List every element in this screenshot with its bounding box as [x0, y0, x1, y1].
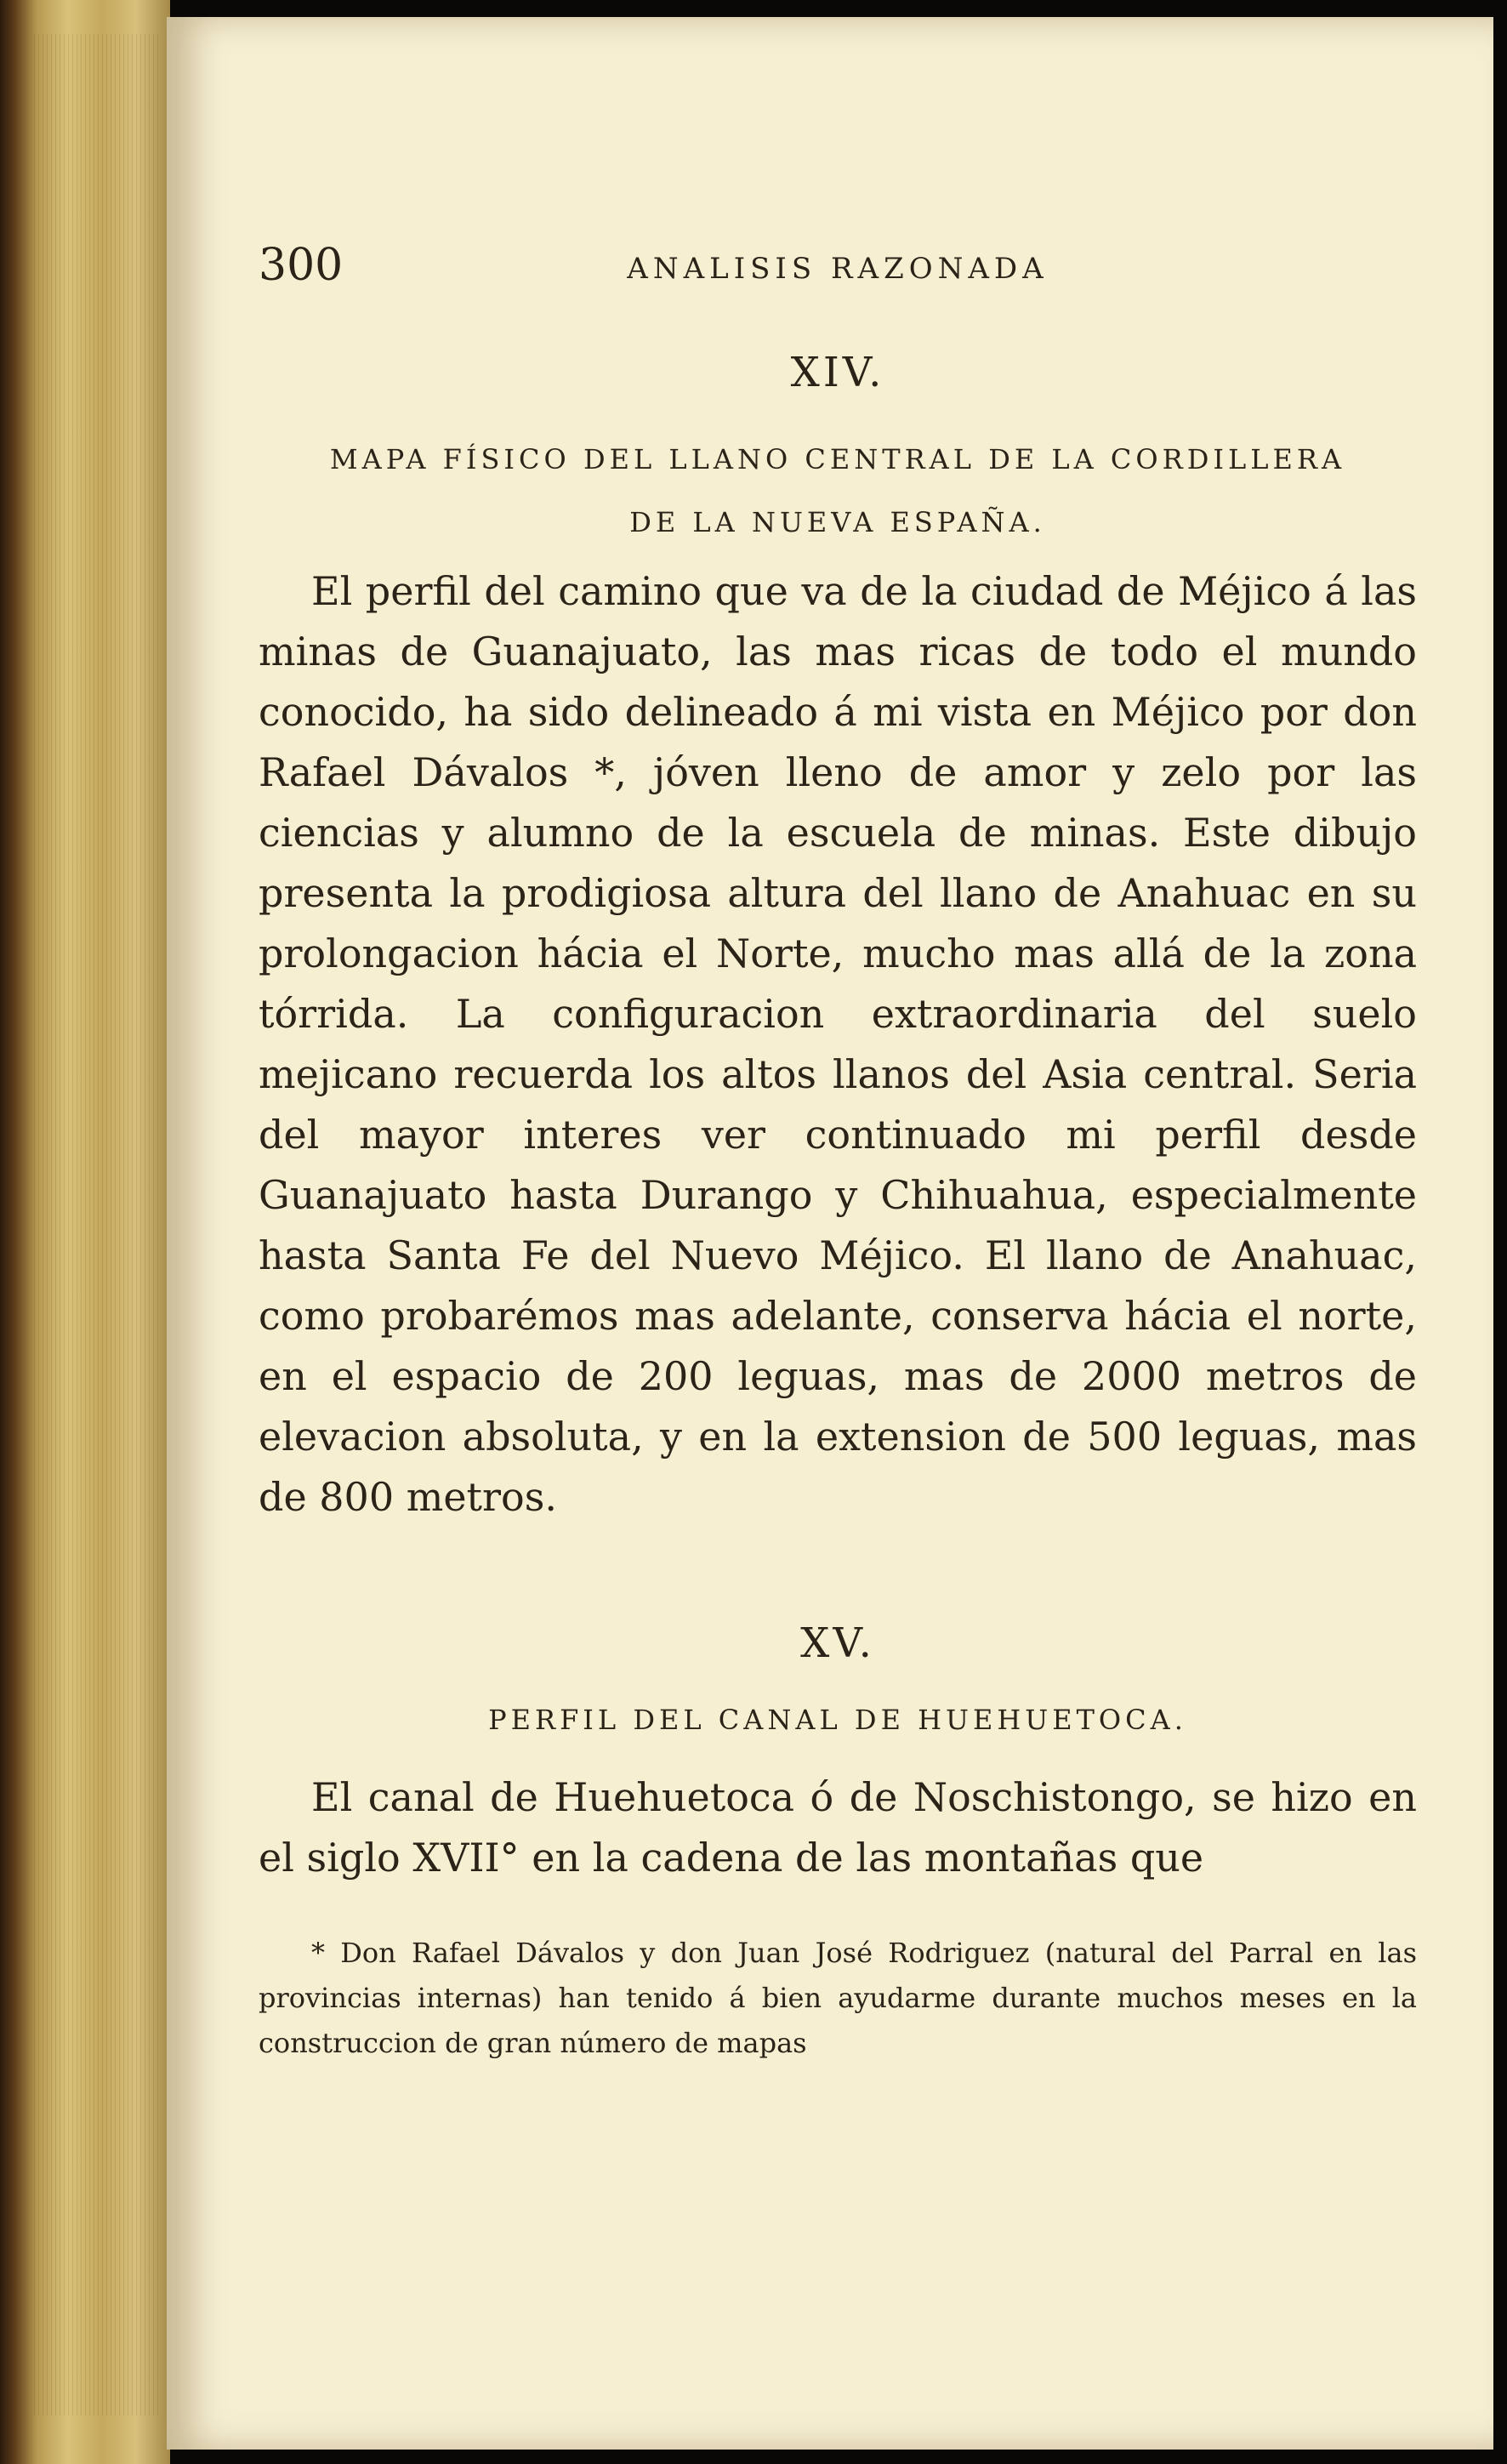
section-xiv-title-line1: MAPA FÍSICO DEL LLANO CENTRAL DE LA CORDILLERA — [329, 443, 1346, 475]
footnote: * Don Rafael Dávalos y don Juan José Rodriguez (natural del Parral en las provincias internas) han tenido á bien ayudarme durante muchos meses en la construccion de gran número de mapas — [259, 1937, 1417, 2059]
section-xiv-numeral: XIV. — [790, 349, 885, 396]
running-title: ANALISIS RAZONADA — [627, 252, 1049, 286]
section-xv-title: PERFIL DEL CANAL DE HUEHUETOCA. — [488, 1704, 1187, 1736]
section-xv-numeral: XV. — [800, 1619, 875, 1667]
section-xiv-body: El perfil del camino que va de la ciudad de Méjico á las minas de Guanajuato, las mas ricas de todo el mundo conocido, ha sido delineado á mi vista en Méjico por don Rafael Dávalos *, jóven lleno de amor y zelo por las ciencias y alumno de la escuela de minas. Este dibujo presenta la prodigiosa altura del llano de Anahuac en su prolongacion hácia el Norte, mucho mas allá de la zona tórrida. La configuracion extraordinaria del suelo mejicano recuerda los altos llanos del Asia central. Seria del mayor interes ver continuado mi perfil desde Guanajuato hasta Durango y Chihuahua, especialmente hasta Santa Fe del Nuevo Méjico. El llano de Anahuac, como probarémos mas adelante, conserva hácia el norte, en el espacio de 200 leguas, mas de 2000 metros de elevacion absoluta, y en la extension de 500 leguas, mas de 800 metros. — [259, 568, 1417, 1520]
page-number: 300 — [259, 240, 344, 291]
section-xv-body: El canal de Huehuetoca ó de Noschistongo, se hizo en el siglo XVII° en la cadena de las montañas que — [259, 1774, 1417, 1881]
page-content — [259, 0, 1417, 2464]
running-head — [259, 240, 1417, 291]
page-edge-texture — [34, 34, 162, 2416]
section-xiv-title-line2: DE LA NUEVA ESPAÑA. — [629, 506, 1046, 538]
